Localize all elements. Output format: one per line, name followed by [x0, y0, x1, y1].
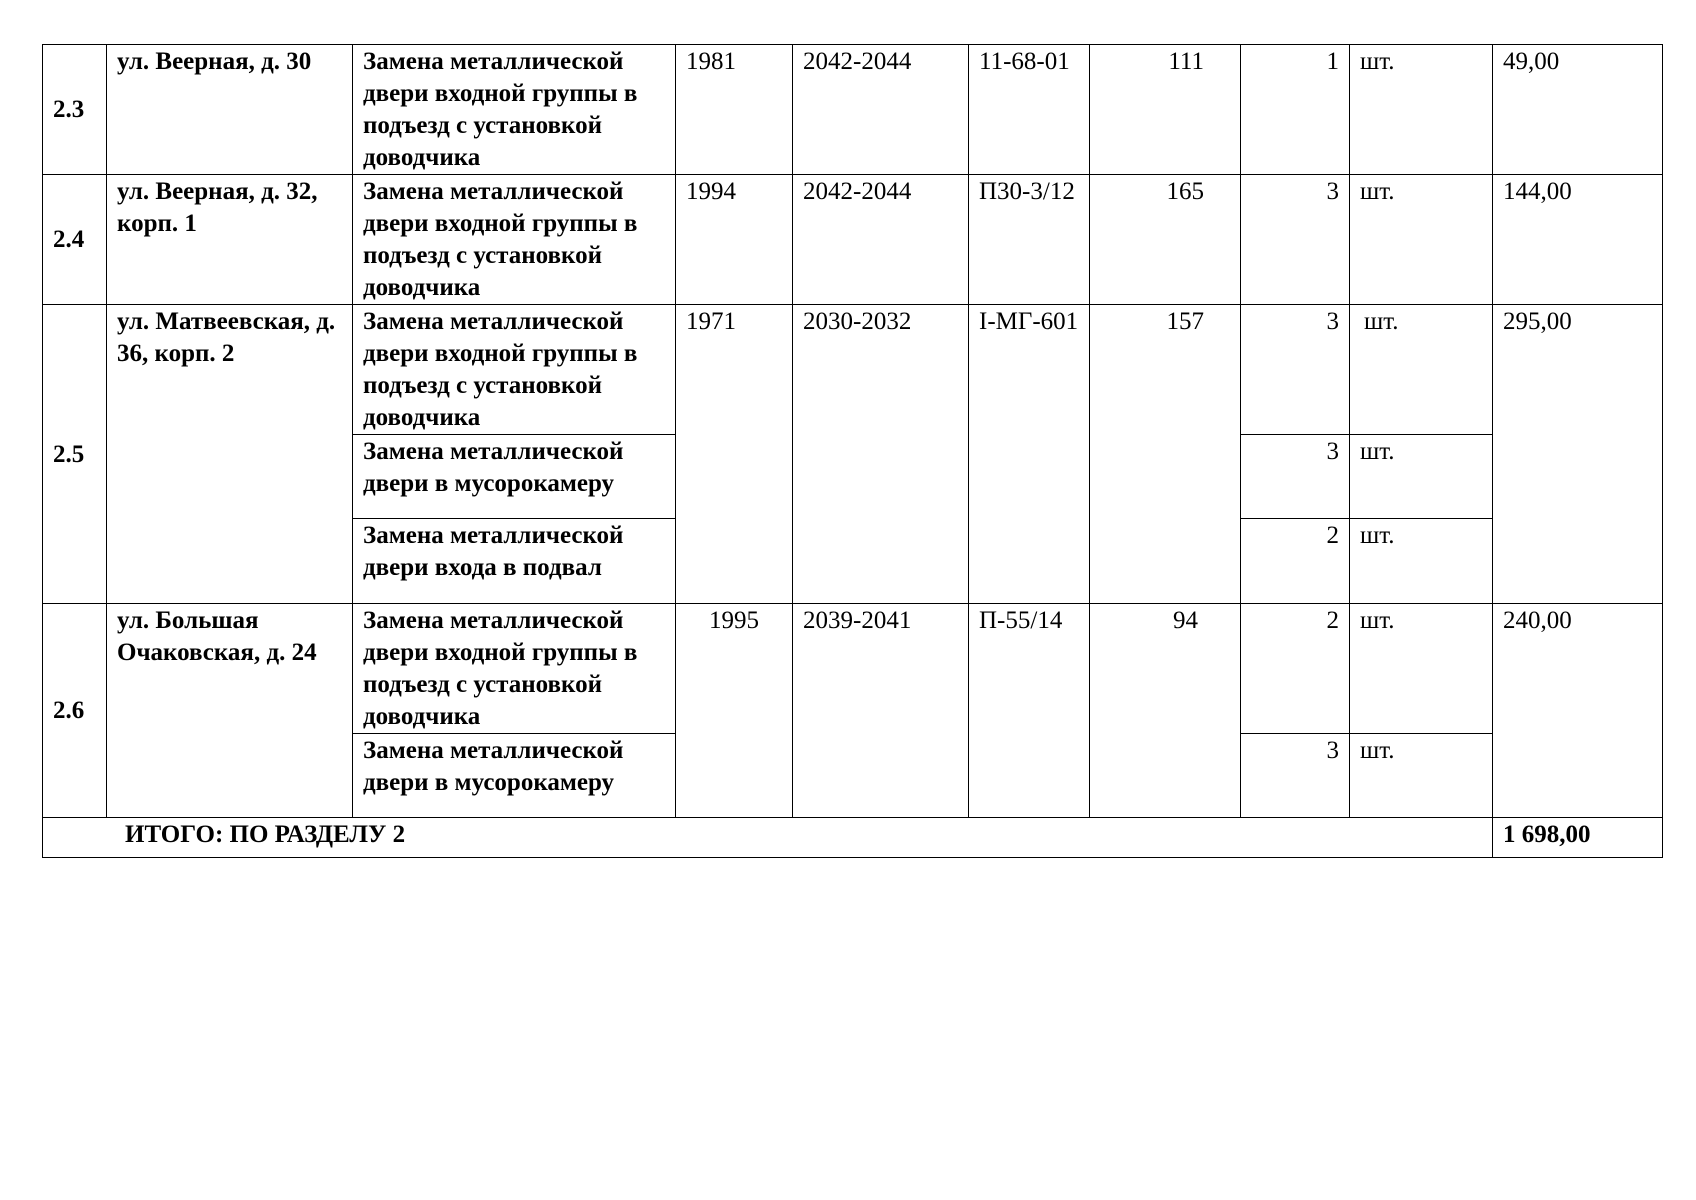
work-cell: Замена металлической двери входной группы в подъезд с установкой доводчика — [353, 305, 676, 435]
total-label: ИТОГО: ПО РАЗДЕЛУ 2 — [43, 818, 1493, 858]
address-cell: ул. Матвеевская, д. 36, корп. 2 — [107, 305, 353, 604]
unit-cell: шт. — [1350, 45, 1493, 175]
work-cell: Замена металлической двери входной группы в подъезд с установкой доводчика — [353, 175, 676, 305]
year-cell: 1995 — [676, 604, 793, 818]
qty-cell: 3 — [1241, 435, 1350, 519]
series-cell: I-МГ-601 — [969, 305, 1090, 604]
cost-cell: 144,00 — [1493, 175, 1663, 305]
year-cell: 1981 — [676, 45, 793, 175]
qty-cell: 3 — [1241, 305, 1350, 435]
cost-cell: 240,00 — [1493, 604, 1663, 818]
total-value: 1 698,00 — [1493, 818, 1663, 858]
row-number: 2.3 — [43, 45, 107, 175]
series-cell: П-55/14 — [969, 604, 1090, 818]
period-cell: 2039-2041 — [793, 604, 969, 818]
qty-cell: 1 — [1241, 45, 1350, 175]
unit-cell: шт. — [1350, 734, 1493, 818]
works-table — [42, 44, 1663, 858]
unit-cell: шт. — [1350, 175, 1493, 305]
qty-cell: 2 — [1241, 519, 1350, 604]
table-row-2-3 — [43, 45, 1663, 175]
apartments-cell: 111 — [1090, 45, 1241, 175]
qty-cell: 3 — [1241, 734, 1350, 818]
total-row — [43, 818, 1663, 858]
row-number: 2.5 — [43, 305, 107, 604]
apartments-cell: 94 — [1090, 604, 1241, 818]
series-cell: П30-3/12 — [969, 175, 1090, 305]
period-cell: 2042-2044 — [793, 45, 969, 175]
row-number: 2.6 — [43, 604, 107, 818]
year-cell: 1971 — [676, 305, 793, 604]
work-cell: Замена металлической двери в мусорокамеру — [353, 435, 676, 519]
cost-cell: 295,00 — [1493, 305, 1663, 604]
period-cell: 2030-2032 — [793, 305, 969, 604]
qty-cell: 3 — [1241, 175, 1350, 305]
cost-cell: 49,00 — [1493, 45, 1663, 175]
series-cell: 11-68-01 — [969, 45, 1090, 175]
unit-cell: шт. — [1350, 604, 1493, 734]
table-row-2-6 — [43, 604, 1663, 734]
apartments-cell: 165 — [1090, 175, 1241, 305]
unit-cell: шт. — [1350, 305, 1493, 435]
row-number: 2.4 — [43, 175, 107, 305]
unit-cell: шт. — [1350, 519, 1493, 604]
qty-cell: 2 — [1241, 604, 1350, 734]
year-cell: 1994 — [676, 175, 793, 305]
address-cell: ул. Веерная, д. 32, корп. 1 — [107, 175, 353, 305]
work-cell: Замена металлической двери входа в подвал — [353, 519, 676, 604]
period-cell: 2042-2044 — [793, 175, 969, 305]
address-cell: ул. Большая Очаковская, д. 24 — [107, 604, 353, 818]
table-row-2-4 — [43, 175, 1663, 305]
address-cell: ул. Веерная, д. 30 — [107, 45, 353, 175]
work-cell: Замена металлической двери входной группы в подъезд с установкой доводчика — [353, 604, 676, 734]
work-cell: Замена металлической двери входной группы в подъезд с установкой доводчика — [353, 45, 676, 175]
table-row-2-5 — [43, 305, 1663, 435]
work-cell: Замена металлической двери в мусорокамеру — [353, 734, 676, 818]
apartments-cell: 157 — [1090, 305, 1241, 604]
unit-cell: шт. — [1350, 435, 1493, 519]
